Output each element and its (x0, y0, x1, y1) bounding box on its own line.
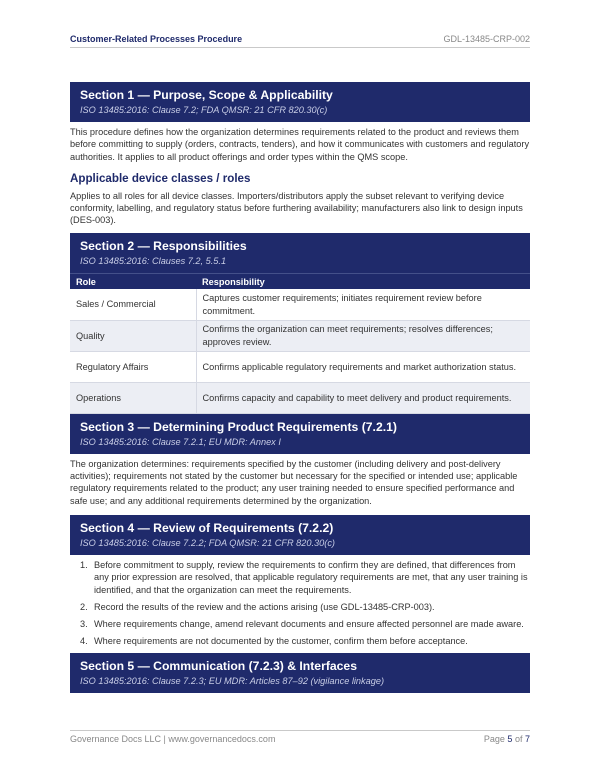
section-1-header (70, 82, 530, 122)
table-row (70, 289, 530, 320)
role-cell: Regulatory Affairs (70, 351, 196, 382)
section-2-reference: ISO 13485:2016: Clauses 7.2, 5.5.1 (80, 255, 227, 266)
section-1-title: Section 1 — Purpose, Scope & Applicability (80, 88, 333, 102)
section-5-header (70, 653, 530, 693)
document-body (70, 82, 530, 693)
role-cell: Sales / Commercial (70, 289, 196, 320)
section-4-header (70, 515, 530, 555)
table-row (70, 320, 530, 351)
section-3-header (70, 414, 530, 454)
section-3-title: Section 3 — Determining Product Requirements (7.2.1) (80, 419, 397, 434)
column-header-role: Role (70, 273, 196, 289)
table-row (70, 382, 530, 413)
list-item: 4. Where requirements are not documented by the customer, confirm them before acceptance. (80, 636, 468, 647)
responsibility-cell: Confirms applicable regulatory requirements and market authorization status. (196, 351, 530, 382)
section-3-reference: ISO 13485:2016: Clause 7.2.1; EU MDR: Annex I (80, 436, 281, 447)
page-number: Page 5 of 7 (483, 734, 530, 744)
applicability-body: Applies to all roles for all device classes. Importers/distributors apply the subset relevant to verifying device conformity, labelling, and regulatory status before furthering availability; manufacturers also link to design inputs (DES-003). (70, 190, 523, 226)
role-cell: Operations (70, 382, 196, 413)
section-2-header (70, 233, 530, 273)
list-item: 1. Before commitment to supply, review the requirements to confirm they are defined, that differences from any prior expression are resolved, that applicable regulatory requirements are met, that any user training is identified, and that the organization can meet the requirements. (80, 559, 528, 595)
list-item: 2. Record the results of the review and the actions arising (use GDL-13485-CRP-003). (80, 601, 435, 612)
responsibility-cell: Confirms capacity and capability to meet delivery and product requirements. (196, 382, 530, 413)
section-1-reference: ISO 13485:2016: Clause 7.2; FDA QMSR: 21 CFR 820.30(c) (80, 105, 328, 115)
responsibilities-table (70, 273, 530, 414)
document-title: Customer-Related Processes Procedure (70, 34, 243, 44)
table-header-row (70, 273, 530, 289)
role-cell: Quality (70, 320, 196, 351)
table-row (70, 351, 530, 382)
responsibility-cell: Confirms the organization can meet requirements; resolves differences; approves review. (196, 320, 530, 351)
document-id: GDL-13485-CRP-002 (443, 34, 530, 44)
section-5-reference: ISO 13485:2016: Clause 7.2.3; EU MDR: Articles 87–92 (vigilance linkage) (80, 675, 385, 686)
section-4-reference: ISO 13485:2016: Clause 7.2.2; FDA QMSR: 21 CFR 820.30(c) (80, 537, 335, 548)
section-5-title: Section 5 — Communication (7.2.3) & Interfaces (80, 658, 357, 673)
section-2-title: Section 2 — Responsibilities (80, 238, 247, 253)
section-3-body: The organization determines: requirements specified by the customer (including delivery and post-delivery activities); requirements not stated by the customer but necessary for the specified or intended use; applicable regulatory requirements related to the product; any user training needed to ensure specified performance and safe use; and any additional requirements determined by the organization. (70, 458, 518, 506)
page-footer (70, 730, 530, 746)
review-steps-list (80, 559, 530, 648)
list-item: 3. Where requirements change, amend relevant documents and ensure affected personnel are made aware. (80, 619, 524, 630)
page-header (70, 34, 530, 48)
applicability-heading: Applicable device classes / roles (70, 171, 251, 185)
section-4-title: Section 4 — Review of Requirements (7.2.2) (80, 520, 334, 535)
column-header-responsibility: Responsibility (196, 273, 530, 289)
footer-company: Governance Docs LLC | www.governancedocs.com (70, 734, 276, 744)
section-1-body: This procedure defines how the organization determines requirements related to the product and reviews them before committing to supply (orders, contracts, tenders), and how it communicates with customers and regulatory authorities. It applies to all product offerings and order types within the QMS scope. (70, 127, 530, 162)
responsibility-cell: Captures customer requirements; initiates requirement review before commitment. (196, 289, 530, 320)
